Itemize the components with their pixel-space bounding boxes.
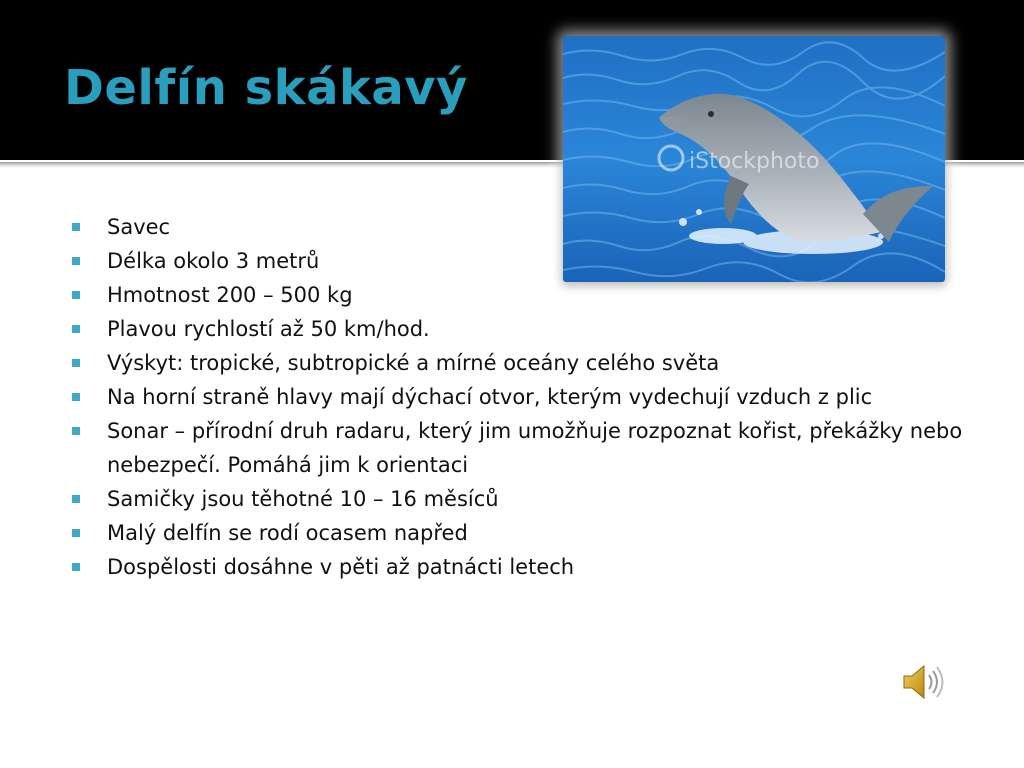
bullet-item	[70, 278, 970, 312]
bullet-text: Výskyt: tropické, subtropické a mírné oceány celého světa	[107, 351, 720, 375]
bullet-marker	[72, 257, 80, 265]
bullet-item	[70, 244, 970, 278]
bullet-marker	[72, 223, 80, 231]
bullet-item	[70, 380, 970, 414]
bullet-marker	[72, 495, 80, 503]
bullet-text: Na horní straně hlavy mají dýchací otvor, kterým vydechují vzduch z plic	[107, 385, 873, 409]
speaker-icon[interactable]	[898, 660, 946, 704]
slide-title: Delfín skákavý	[64, 60, 468, 116]
bullet-item	[70, 516, 970, 550]
bullet-text: Sonar – přírodní druh radaru, který jim umožňuje rozpoznat kořist, překážky nebo nebezpečí. Pomáhá jim k orientaci	[107, 419, 963, 477]
bullet-marker	[72, 393, 80, 401]
bullet-marker	[72, 529, 80, 537]
bullet-item	[70, 346, 970, 380]
bullet-item	[70, 414, 970, 482]
bullet-item	[70, 482, 970, 516]
bullet-text: Dospělosti dosáhne v pěti až patnácti letech	[107, 555, 575, 579]
bullet-text: Hmotnost 200 – 500 kg	[107, 283, 353, 307]
bullet-marker	[72, 563, 80, 571]
bullet-item	[70, 550, 970, 584]
bullet-item	[70, 312, 970, 346]
bullet-text: Samičky jsou těhotné 10 – 16 měsíců	[107, 487, 499, 511]
bullet-item	[70, 210, 970, 244]
bullet-marker	[72, 291, 80, 299]
bullet-text: Savec	[107, 215, 171, 239]
bullet-list	[70, 210, 970, 584]
watermark-text: iStockphoto	[689, 149, 820, 174]
bullet-text: Malý delfín se rodí ocasem napřed	[107, 521, 468, 545]
bullet-marker	[72, 427, 80, 435]
bullet-marker	[72, 325, 80, 333]
bullet-text: Délka okolo 3 metrů	[107, 249, 320, 273]
bullet-marker	[72, 359, 80, 367]
bullet-text: Plavou rychlostí až 50 km/hod.	[107, 317, 430, 341]
